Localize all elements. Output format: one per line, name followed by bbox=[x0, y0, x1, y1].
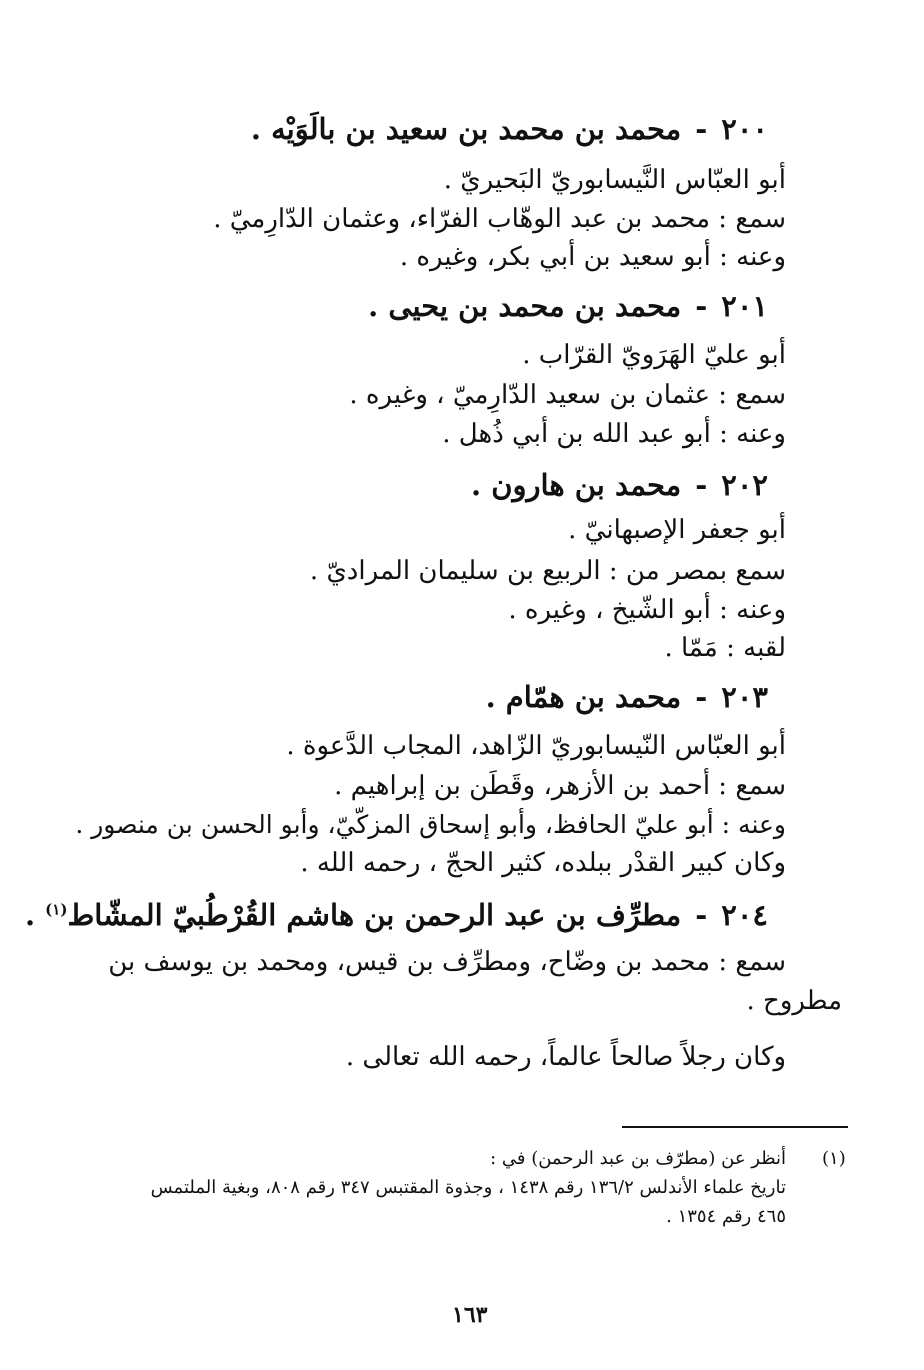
entry-line: وعنه : أبو عليّ الحافظ، وأبو إسحاق المزكّيّ، وأبو الحسن بن منصور . bbox=[75, 810, 786, 839]
entry-heading bbox=[486, 680, 768, 714]
dash: - bbox=[695, 468, 708, 502]
page-number: ١٦٣ bbox=[452, 1302, 488, 1328]
footnote-line: تاريخ علماء الأندلس ١٣٦/٢ رقم ١٤٣٨ ، وجذوة المقتبس ٣٤٧ رقم ٨٠٨، وبغية الملتمس bbox=[150, 1177, 786, 1198]
entry-line: لقبه : مَمّا . bbox=[664, 633, 786, 663]
entry-heading bbox=[368, 289, 768, 323]
footnote-divider bbox=[622, 1126, 848, 1128]
dash: - bbox=[695, 112, 708, 146]
period: . bbox=[250, 112, 272, 146]
entry-line: وعنه : أبو عبد الله بن أبي ذُهل . bbox=[442, 419, 786, 449]
entry-number: ٢٠١ bbox=[721, 289, 768, 323]
entry-line: وكان رجلاً صالحاً عالماً، رحمه الله تعالى . bbox=[345, 1042, 786, 1072]
entry-heading bbox=[251, 112, 768, 146]
entry-number: ٢٠٤ bbox=[721, 898, 768, 932]
entry-number: ٢٠٣ bbox=[721, 680, 768, 714]
period: . bbox=[485, 680, 506, 714]
footnote-marker: (١) bbox=[822, 1148, 846, 1169]
entry-line: أبو جعفر الإصبهانيّ . bbox=[568, 515, 786, 545]
footnote-line: أنظر عن (مطرّف بن عبد الرحمن) في : bbox=[490, 1148, 786, 1169]
entry-name: محمد بن محمد بن يحيى bbox=[388, 289, 682, 323]
entry-line: سمع بمصر من : الربيع بن سليمان المراديّ . bbox=[309, 556, 786, 586]
footnote-reference: (١) bbox=[45, 900, 68, 919]
entry-line: وكان كبير القدْر ببلده، كثير الحجّ ، رحمه الله . bbox=[300, 848, 786, 878]
entry-line: سمع : محمد بن عبد الوهّاب الفرّاء، وعثمان الدّارِميّ . bbox=[213, 204, 786, 234]
dash: - bbox=[695, 680, 708, 714]
entry-heading bbox=[471, 468, 768, 502]
period: . bbox=[368, 289, 389, 323]
entry-line: سمع : عثمان بن سعيد الدّارِميّ ، وغيره . bbox=[349, 380, 786, 410]
entry-line: وعنه : أبو سعيد بن أبي بكر، وغيره . bbox=[399, 242, 786, 272]
entry-name: مطرِّف بن عبد الرحمن بن هاشم القُرْطُبيّ المشّاط bbox=[67, 898, 682, 932]
entry-line: سمع : أحمد بن الأزهر، وقَطَن بن إبراهيم . bbox=[334, 771, 786, 801]
entry-line: سمع : محمد بن وضّاح، ومطرِّف بن قيس، ومحمد بن يوسف بن bbox=[108, 947, 786, 977]
entry-number: ٢٠٢ bbox=[721, 468, 768, 502]
period: . bbox=[24, 898, 46, 932]
entry-line: وعنه : أبو الشّيخ ، وغيره . bbox=[508, 595, 786, 625]
entry-name: محمد بن همّام bbox=[505, 680, 682, 714]
entry-line: مطروح . bbox=[746, 986, 842, 1016]
footnote-line: ٤٦٥ رقم ١٣٥٤ . bbox=[666, 1206, 786, 1227]
dash: - bbox=[695, 898, 708, 932]
entry-name: محمد بن هارون bbox=[491, 468, 682, 502]
entry-line: أبو العبّاس النّيسابوريّ الزّاهد، المجاب الدَّعوة . bbox=[286, 731, 786, 761]
entry-name: محمد بن محمد بن سعيد بن بالَوَيْه bbox=[271, 112, 682, 146]
entry-line: أبو العبّاس النَّيسابوريّ البَحيريّ . bbox=[443, 165, 786, 195]
entry-line: أبو عليّ الهَرَويّ القرّاب . bbox=[522, 340, 786, 370]
entry-heading bbox=[25, 898, 768, 932]
dash: - bbox=[695, 289, 708, 323]
period: . bbox=[471, 468, 492, 502]
entry-number: ٢٠٠ bbox=[721, 112, 768, 146]
